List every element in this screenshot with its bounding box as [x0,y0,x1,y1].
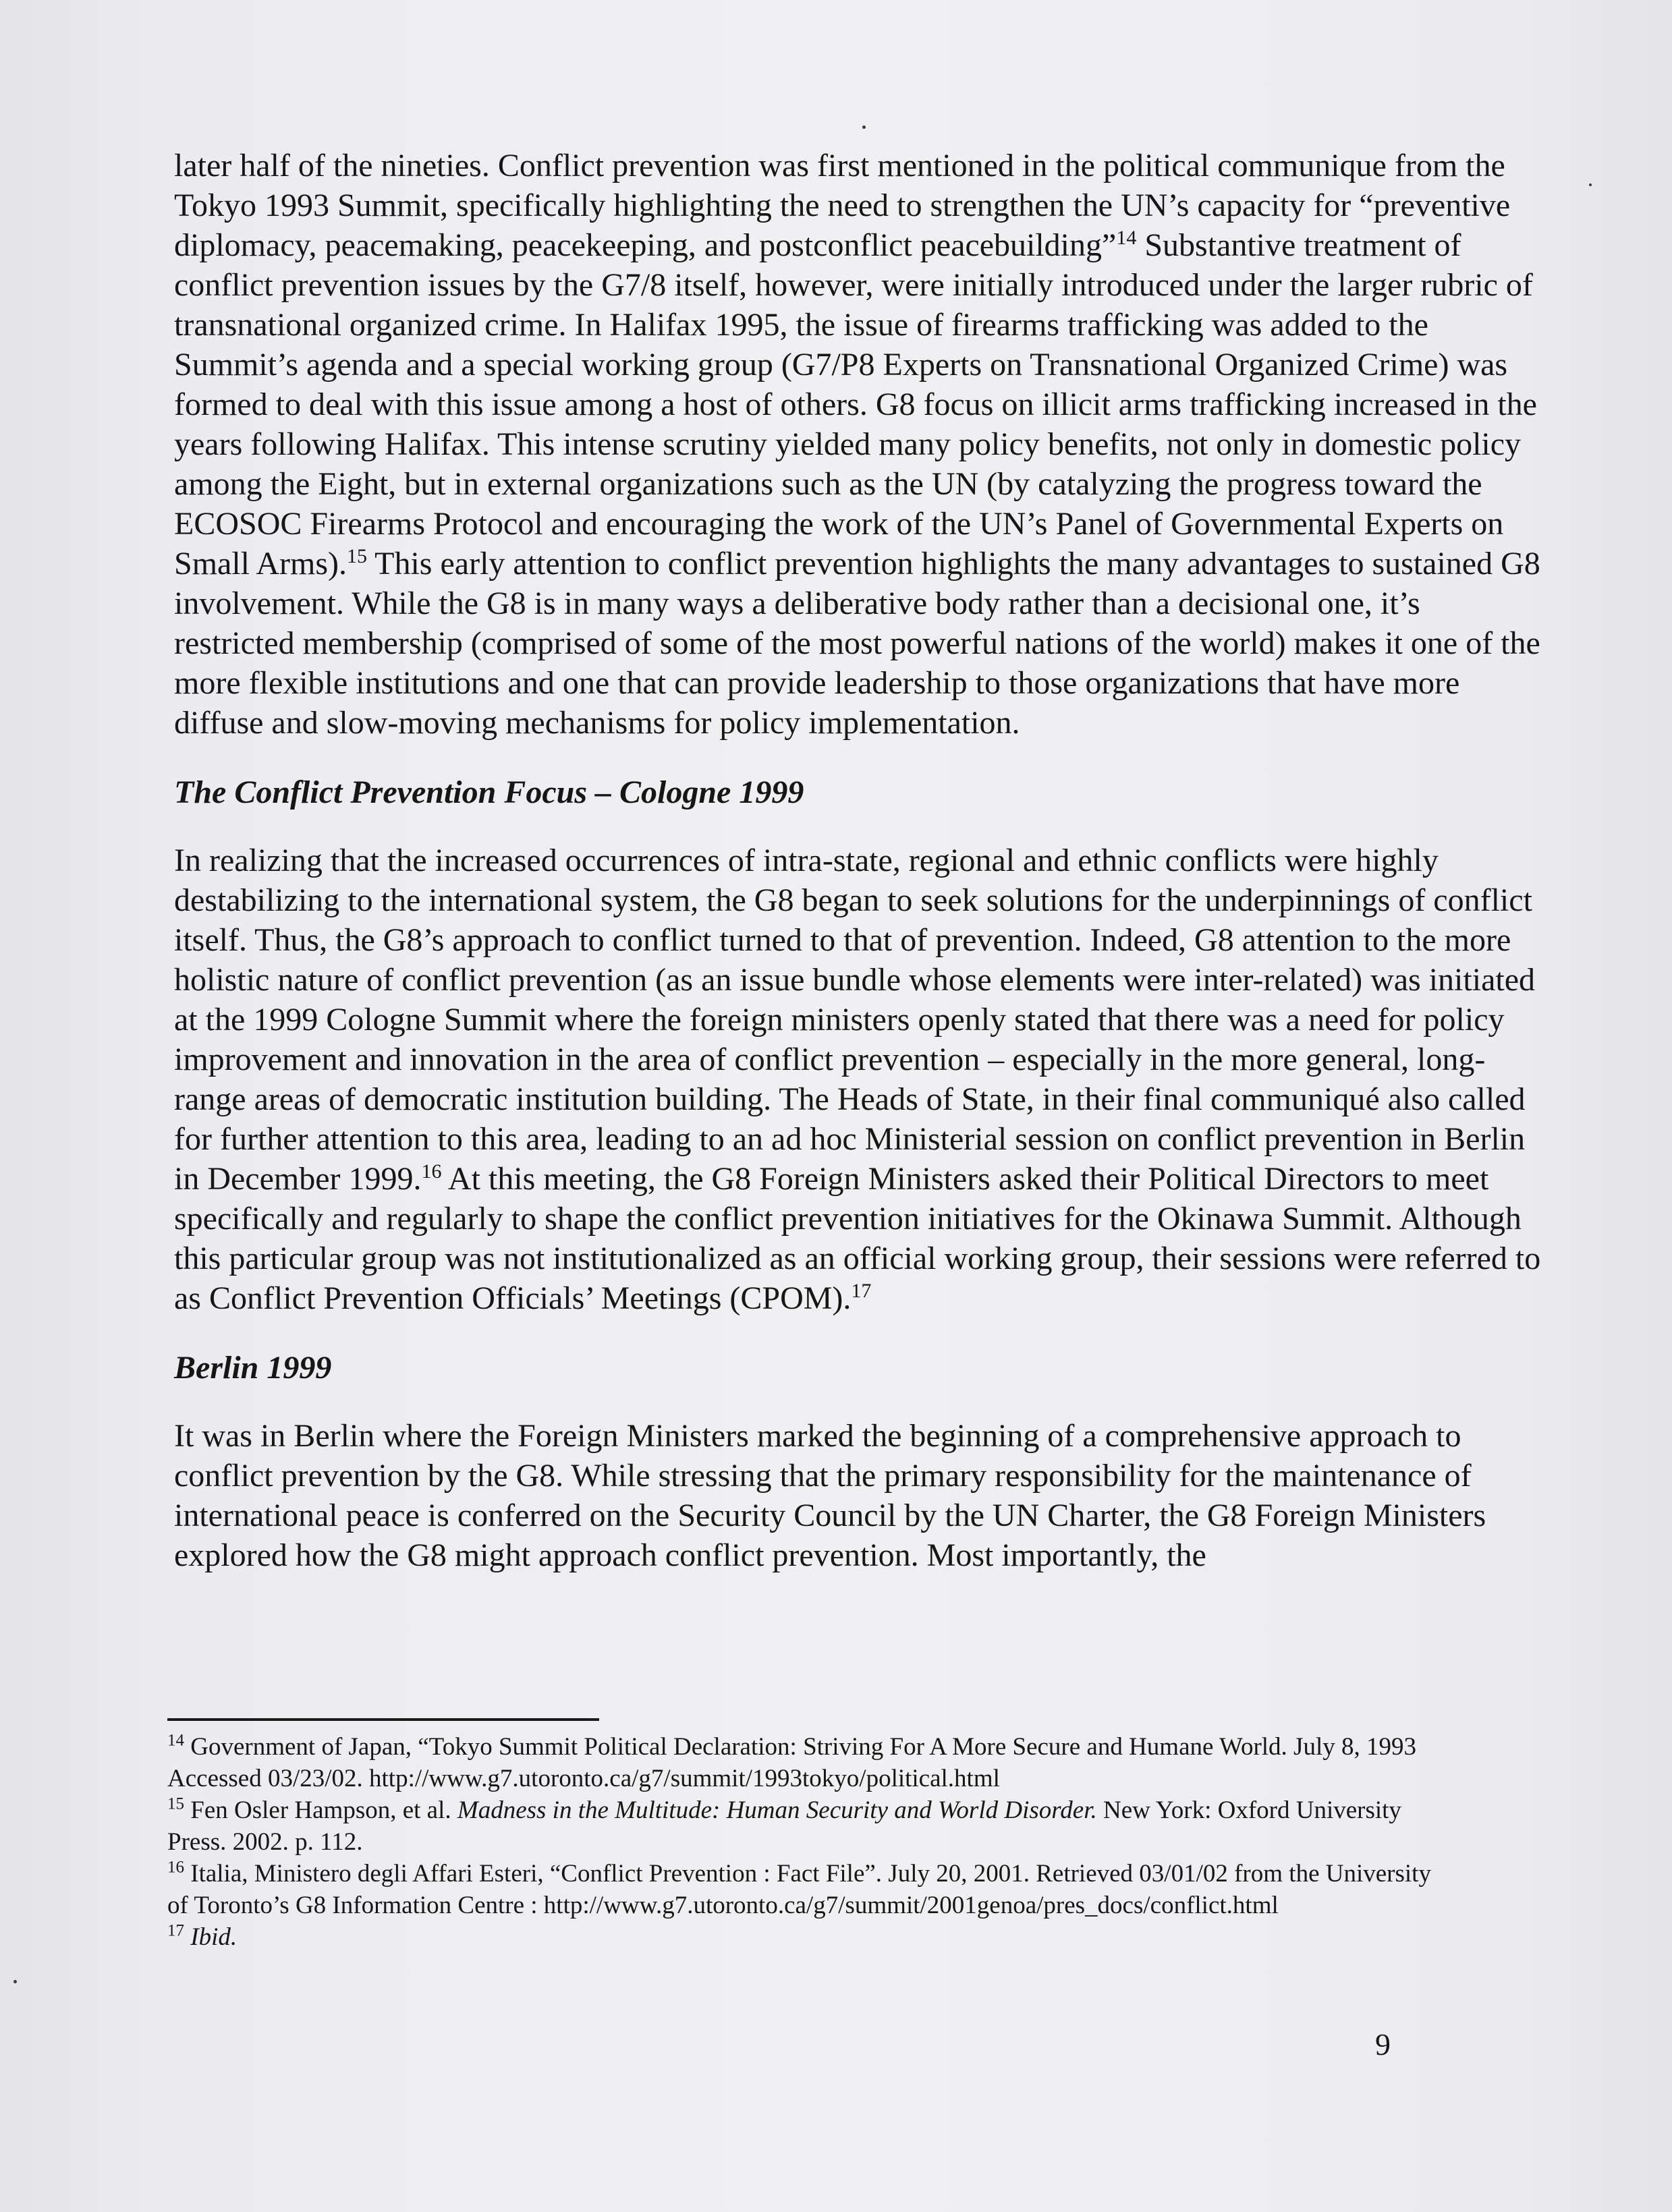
paragraph-berlin: It was in Berlin where the Foreign Ministers marked the beginning of a comprehensive approach to conflict prevention by the G8. While stressing that the primary responsibility for the maintenance of international peace is conferred on the Security Council by the UN Charter, the G8 Foreign Ministers explored how the G8 might approach conflict prevention. Most importantly, the [174,1418,1486,1573]
footnote-ref: 14 [1116,227,1137,249]
footnote-15: $^{15}$ Fen Osler Hampson, et al. Madness in the Multitude: Human Security and World Disorder. New York: Oxford University Press. 2002. p. 112. [167,1794,1401,1856]
section-heading-berlin: Berlin 1999 [174,1350,332,1386]
section-heading-cologne: The Conflict Prevention Focus – Cologne 1999 [174,774,804,810]
scan-speck [1589,183,1592,186]
footnote-ref: 17 [851,1280,872,1302]
scan-speck [862,125,866,129]
paragraph-cologne: In realizing that the increased occurrences of intra-state, regional and ethnic conflicts were highly destabilizing to the international system, the G8 began to seek solutions for the underpinnings of conflict itself. Thus, the G8’s approach to conflict turned to that of prevention. Indeed, G8 attention to the more holistic nature of conflict prevention (as an issue bundle whose elements were inter-related) was initiated at the 1999 Cologne Summit where the foreign ministers openly stated that there was a need for policy improvement and innovation in the area of conflict prevention – especially in the more general, long-range areas of democratic institution building. The Heads of State, in their final communiqué also called for further attention to this area, leading to an ad hoc Ministerial session on conflict prevention in Berlin in December 1999.16 At this meeting, the G8 Foreign Ministers asked their Political Directors to meet specifically and regularly to shape the conflict prevention initiatives for the Okinawa Summit. Although this particular group was not institutionalized as an official working group, their sessions were referred to as Conflict Prevention Officials’ Meetings (CPOM).$^{17}$ [174,843,1541,1316]
footnote-ref: 15 [347,545,368,567]
page-number: 9 [1375,2027,1391,2062]
footnote-16: $^{16}$ Italia, Ministero degli Affari Esteri, “Conflict Prevention : Fact File”. July 20, 2001. Retrieved 03/01/02 from the University of Toronto’s G8 Information Centre : http://www.g7.utoronto.ca/g7/summit/2001genoa/pres_docs/conflict.html [167,1858,1431,1919]
scan-speck [13,1980,17,1983]
footnote-divider [167,1718,599,1721]
body-text [174,146,1544,1575]
footnotes [167,1731,1449,1953]
footnote-ref: 16 [421,1160,442,1183]
footnote-17: $^{17}$ Ibid. [167,1921,238,1951]
footnote-14: $^{14}$ Government of Japan, “Tokyo Summit Political Declaration: Striving For A More Secure and Humane World. July 8, 1993 Accessed 03/23/02. http://www.g7.utoronto.ca/g7/summit/1993tokyo/political.html [167,1731,1416,1792]
paragraph-g8-history: later half of the nineties. Conflict prevention was first mentioned in the political communique from the Tokyo 1993 Summit, specifically highlighting the need to strengthen the UN’s capacity for “preventive diplomacy, peacemaking, peacekeeping, and postconflict peacebuilding”$^{14}$ Substantive treatment of conflict prevention issues by the G7/8 itself, however, were initially introduced under the larger rubric of transnational organized crime. In Halifax 1995, the issue of firearms trafficking was added to the Summit’s agenda and a special working group (G7/P8 Experts on Transnational Organized Crime) was formed to deal with this issue among a host of others. G8 focus on illicit arms trafficking increased in the years following Halifax. This intense scrutiny yielded many policy benefits, not only in domestic policy among the Eight, but in external organizations such as the UN (by catalyzing the progress toward the ECOSOC Firearms Protocol and encouraging the work of the UN’s Panel of Governmental Experts on Small Arms).$^{15}$ This early attention to conflict prevention highlights the many advantages to sustained G8 involvement. While the G8 is in many ways a deliberative body rather than a decisional one, it’s restricted membership (comprised of some of the most powerful nations of the world) makes it one of the more flexible institutions and one that can provide leadership to those organizations that have more diffuse and slow-moving mechanisms for policy implementation. [174,148,1540,741]
